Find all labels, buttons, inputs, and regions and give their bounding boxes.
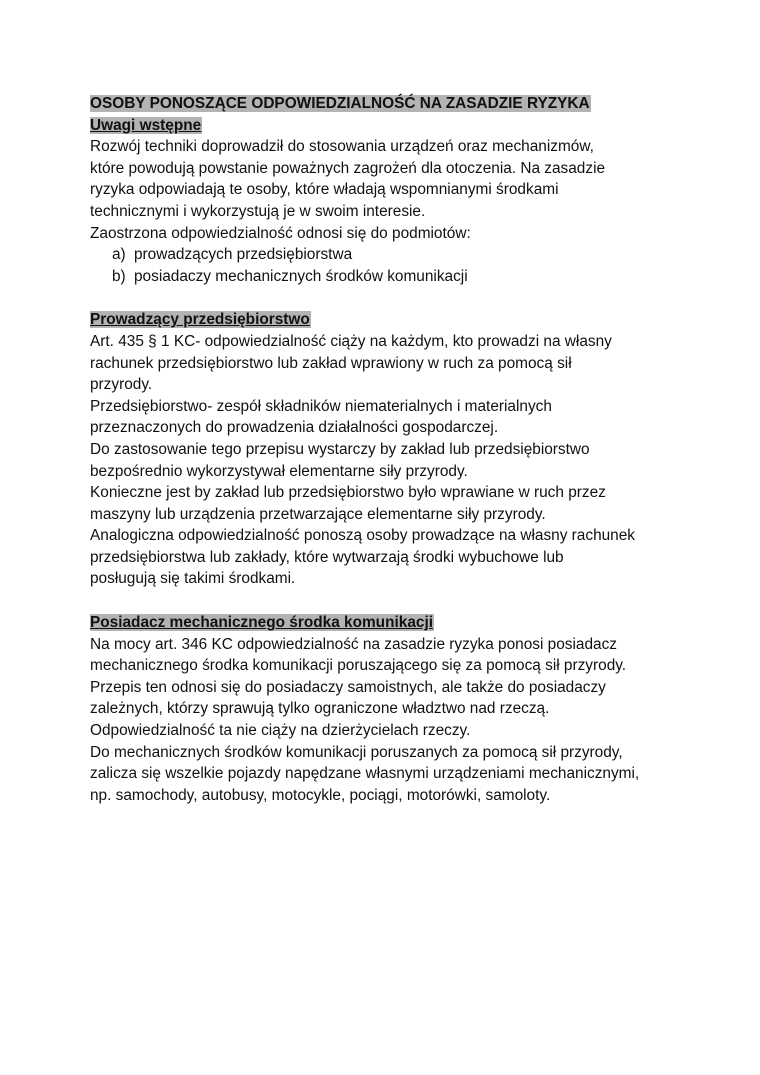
section-posiadacz-mechanicznego-srodka — [90, 612, 690, 806]
paragraph-line: Zaostrzona odpowiedzialność odnosi się do podmiotów: — [90, 224, 471, 242]
paragraph-line: przyrody. — [90, 376, 153, 394]
section-prowadzacy-przedsiebiorstwo — [90, 309, 690, 590]
document-page — [90, 93, 690, 806]
entity-list — [90, 244, 690, 287]
list-marker: b) — [112, 267, 126, 285]
section-spacer — [90, 590, 690, 612]
section-heading: Posiadacz mechanicznego środka komunikacji — [90, 614, 433, 632]
paragraph-line: Do zastosowanie tego przepisu wystarczy by zakład lub przedsiębiorstwo — [90, 440, 590, 458]
paragraph-line: przeznaczonych do prowadzenia działalności gospodarczej. — [90, 419, 499, 437]
section-uwagi-wstepne — [90, 115, 690, 288]
paragraph-line: Art. 435 § 1 KC- odpowiedzialność ciąży na każdym, kto prowadzi na własny — [90, 332, 612, 350]
document-title-row — [90, 93, 690, 115]
paragraph-line: maszyny lub urządzenia przetwarzające elementarne siły przyrody. — [90, 505, 546, 523]
paragraph-line: Na mocy art. 346 KC odpowiedzialność na zasadzie ryzyka ponosi posiadacz — [90, 635, 617, 653]
paragraph-line: Do mechanicznych środków komunikacji poruszanych za pomocą sił przyrody, — [90, 743, 623, 761]
paragraph-line: Przepis ten odnosi się do posiadaczy samoistnych, ale także do posiadaczy — [90, 678, 606, 696]
paragraph-line: Analogiczna odpowiedzialność ponoszą osoby prowadzące na własny rachunek — [90, 527, 635, 545]
paragraph-line: rachunek przedsiębiorstwo lub zakład wprawiony w ruch za pomocą sił — [90, 354, 572, 372]
list-item-text: posiadaczy mechanicznych środków komunikacji — [134, 267, 468, 285]
paragraph-line: Konieczne jest by zakład lub przedsiębiorstwo było wprawiane w ruch przez — [90, 484, 606, 502]
paragraph-line: Przedsiębiorstwo- zespół składników niematerialnych i materialnych — [90, 397, 552, 415]
paragraph-line: Odpowiedzialność ta nie ciąży na dzierżycielach rzeczy. — [90, 722, 471, 740]
paragraph-line: które powodują powstanie poważnych zagrożeń dla otoczenia. Na zasadzie — [90, 159, 606, 177]
paragraph-line: ryzyka odpowiadają te osoby, które władają wspomnianymi środkami — [90, 181, 559, 199]
paragraph-line: przedsiębiorstwa lub zakłady, które wytwarzają środki wybuchowe lub — [90, 548, 564, 566]
paragraph-line: technicznymi i wykorzystują je w swoim interesie. — [90, 202, 426, 220]
list-item-text: prowadzących przedsiębiorstwa — [134, 246, 353, 264]
section-heading: Uwagi wstępne — [90, 116, 202, 134]
list-item — [90, 244, 690, 266]
paragraph-line: zależnych, którzy sprawują tylko ograniczone władztwo nad rzeczą. — [90, 700, 550, 718]
document-title: OSOBY PONOSZĄCE ODPOWIEDZIALNOŚĆ NA ZASADZIE RYZYKA — [90, 95, 590, 112]
section-spacer — [90, 287, 690, 309]
section-heading: Prowadzący przedsiębiorstwo — [90, 311, 310, 329]
paragraph-line: zalicza się wszelkie pojazdy napędzane własnymi urządzeniami mechanicznymi, — [90, 765, 640, 783]
list-marker: a) — [112, 246, 126, 264]
paragraph-line: posługują się takimi środkami. — [90, 570, 296, 588]
paragraph-line: Rozwój techniki doprowadził do stosowania urządzeń oraz mechanizmów, — [90, 138, 594, 156]
paragraph-line: mechanicznego środka komunikacji poruszającego się za pomocą sił przyrody. — [90, 657, 627, 675]
paragraph-line: np. samochody, autobusy, motocykle, pociągi, motorówki, samoloty. — [90, 786, 551, 804]
paragraph-line: bezpośrednio wykorzystywał elementarne siły przyrody. — [90, 462, 468, 480]
list-item — [90, 266, 690, 288]
